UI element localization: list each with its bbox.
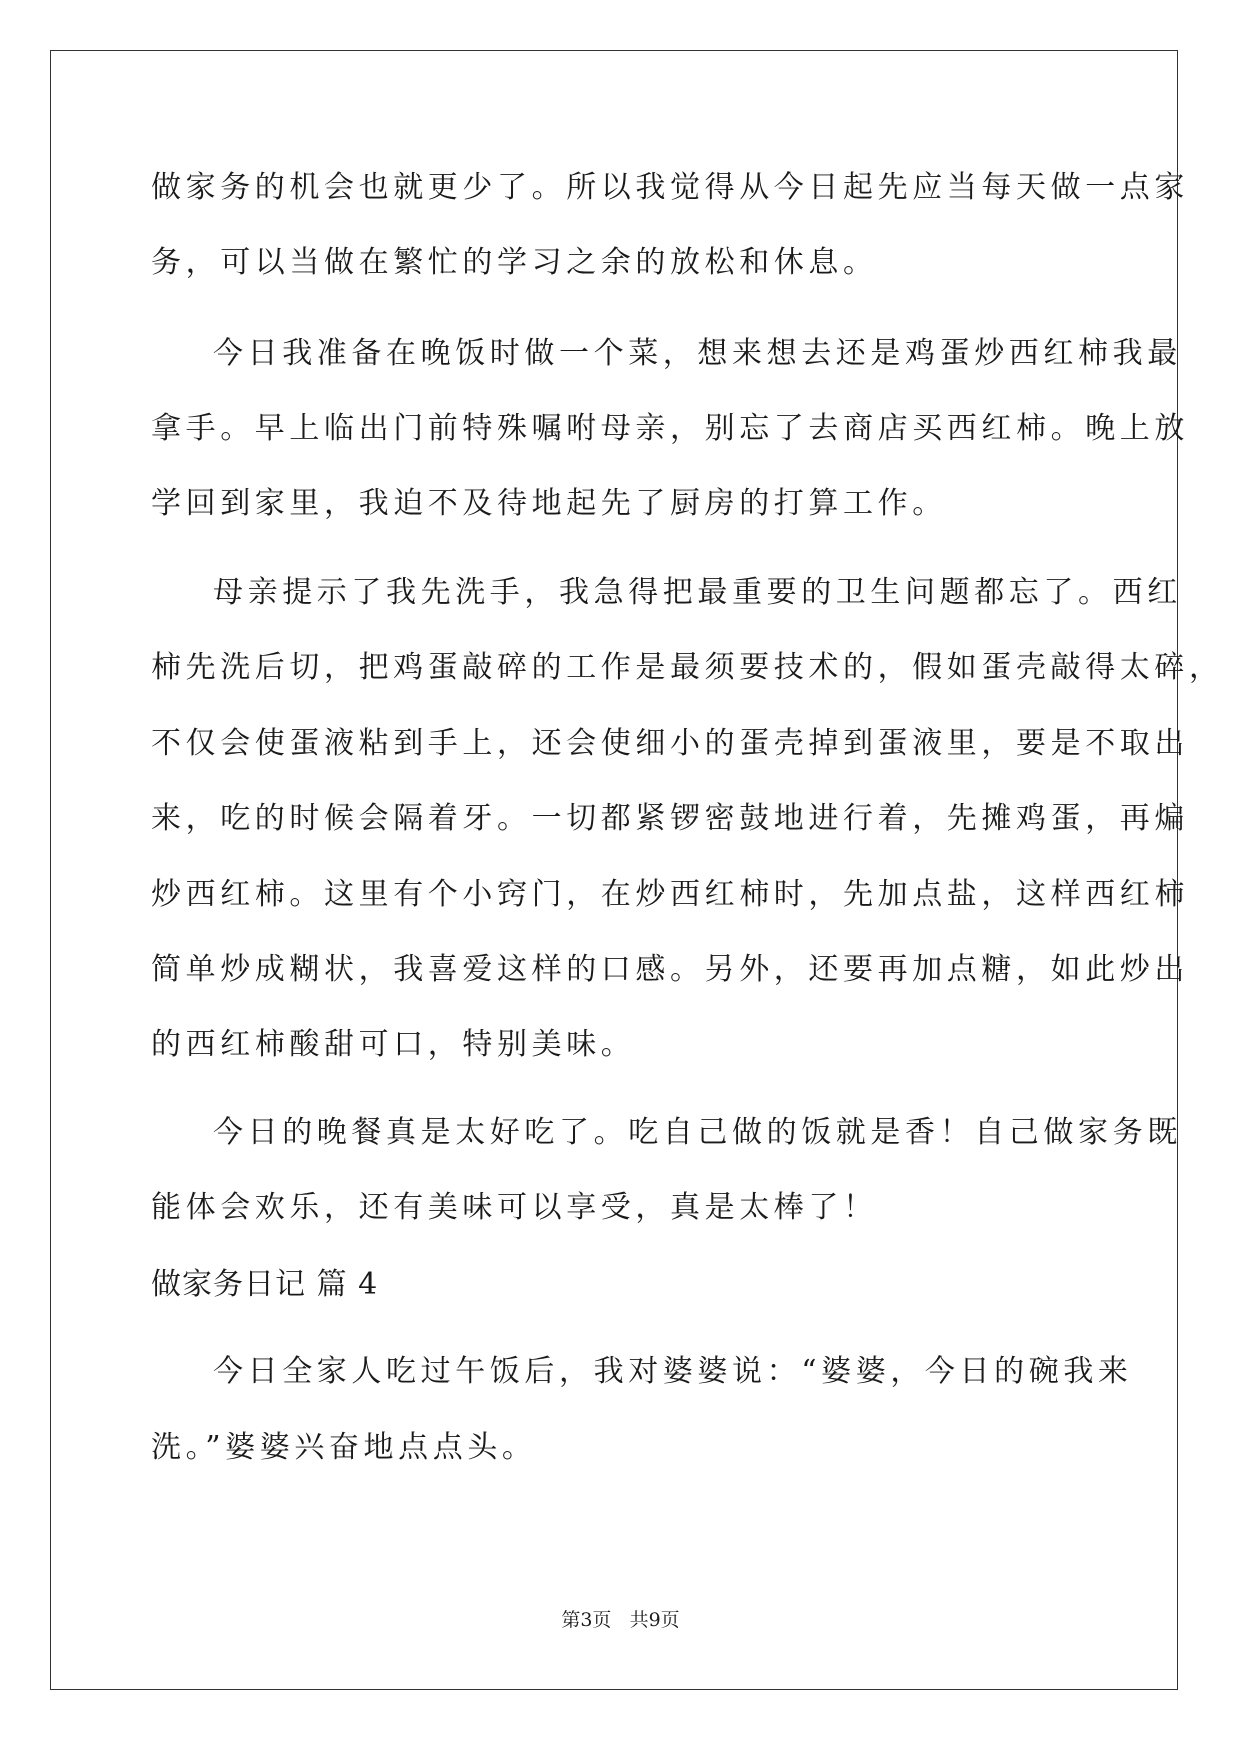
section-heading: 做家务日记 篇 4 <box>151 1267 379 1302</box>
text-line: 做家务的机会也就更少了。所以我觉得从今日起先应当每天做一点家 <box>151 170 1189 205</box>
text-line: 能体会欢乐，还有美味可以享受，真是太棒了！ <box>151 1190 878 1225</box>
text-line: 柿先洗后切，把鸡蛋敲碎的工作是最须要技术的，假如蛋壳敲得太碎， <box>151 650 1224 685</box>
text-line: 来，吃的时候会隔着牙。一切都紧锣密鼓地进行着，先摊鸡蛋，再煸 <box>151 801 1189 836</box>
text-line: 母亲提示了我先洗手，我急得把最重要的卫生问题都忘了。西红 <box>213 575 1182 610</box>
text-line: 务，可以当做在繁忙的学习之余的放松和休息。 <box>151 245 878 280</box>
text-line: 今日的晚餐真是太好吃了。吃自己做的饭就是香！自己做家务既 <box>213 1115 1182 1150</box>
page-number: 第3页 <box>561 1609 612 1631</box>
page-total: 共9页 <box>629 1609 680 1631</box>
text-line: 不仅会使蛋液粘到手上，还会使细小的蛋壳掉到蛋液里，要是不取出 <box>151 726 1189 761</box>
text-line: 学回到家里，我迫不及待地起先了厨房的打算工作。 <box>151 486 947 521</box>
text-line: 拿手。早上临出门前特殊嘱咐母亲，别忘了去商店买西红柿。晚上放 <box>151 411 1189 446</box>
page-footer <box>0 1608 1241 1632</box>
text-line: 炒西红柿。这里有个小窍门，在炒西红柿时，先加点盐，这样西红柿 <box>151 877 1189 912</box>
text-line: 简单炒成糊状，我喜爱这样的口感。另外，还要再加点糖，如此炒出 <box>151 952 1189 987</box>
text-line: 的西红柿酸甜可口，特别美味。 <box>151 1027 636 1062</box>
text-line: 洗。”婆婆兴奋地点点头。 <box>151 1430 537 1465</box>
text-line: 今日全家人吃过午饭后，我对婆婆说：“婆婆，今日的碗我来 <box>213 1354 1133 1389</box>
text-line: 今日我准备在晚饭时做一个菜，想来想去还是鸡蛋炒西红柿我最 <box>213 336 1182 371</box>
